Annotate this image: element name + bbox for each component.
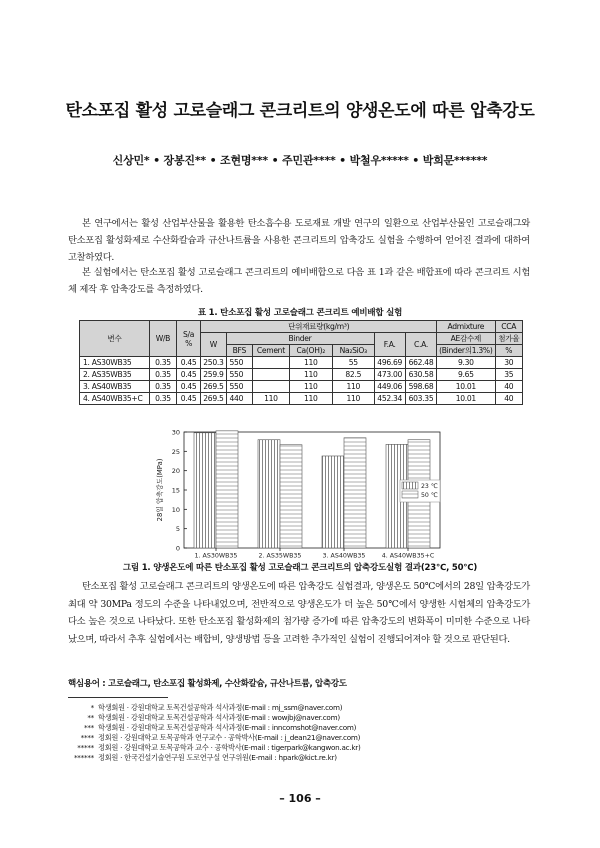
header-cca-percent: % <box>495 345 522 357</box>
author-list: 신상민* • 장봉진** • 조현명*** • 주민관**** • 박철우***** • 박희문****** <box>112 154 488 167</box>
y-tick-label: 0 <box>175 544 180 553</box>
keywords: 핵심용어 : 고로슬래그, 탄소포집 활성화제, 수산화칼슘, 규산나트륨, 압축강도 <box>68 679 347 689</box>
bar-50c <box>216 431 238 548</box>
header-ca: C.A. <box>405 333 436 357</box>
method-paragraph: 본 실험에서는 탄소포집 활성 고로슬래그 콘크리트의 예비배합으로 다음 표 1과 같은 배합표에 따라 콘크리트 시험체 제작 후 압축강도를 측정하였다. <box>68 267 530 295</box>
legend-swatch <box>402 491 418 498</box>
table-row: 3. AS40WB35 0.35 0.45 269.5 550 110 110 449.06 598.68 10.01 40 <box>80 381 523 393</box>
x-tick-label: 3. AS40WB35 <box>322 552 366 560</box>
bar-50c <box>344 438 366 548</box>
intro-paragraph: 본 연구에서는 활성 산업부산물을 활용한 탄소흡수용 도로재료 개발 연구의 일환으로 산업부산물인 고로슬래그와 탄소포집 활성화제로 수산화칼슘과 규산나트륨을 사용한 콘크리트의 압축강도 실험을 수행하여 얻어진 결과에 대하여 고찰하였다. <box>68 218 530 263</box>
header-na2sio3: Na₂SiO₃ <box>332 345 374 357</box>
bar-50c <box>280 445 302 548</box>
header-admixture: Admixture <box>437 321 495 333</box>
header-bfs: BFS <box>226 345 253 357</box>
y-tick-label: 5 <box>175 525 180 534</box>
y-tick-label: 30 <box>171 428 180 437</box>
bar-23c <box>322 456 344 548</box>
footnote-item: *** 학생회원 · 강원대학교 토목건설공학과 석사과정(E-mail : inncomshot@naver.com) <box>83 723 357 732</box>
footnote-item: ***** 정회원 · 강원대학교 토목공학과 교수 · 공학박사(E-mail : tigerpark@kangwon.ac.kr) <box>77 743 361 752</box>
footnote-item: ****** 정회원 · 한국건설기술연구원 도로연구실 연구위원(E-mail : hpark@kict.re.kr) <box>73 753 337 762</box>
results-paragraph: 탄소포집 활성 고로슬래그 콘크리트의 양생온도에 따른 압축강도 실험결과, 양생온도 50℃에서의 28일 압축강도가 최대 약 30MPa 정도의 수준을 나타내었으며, 전반적으로 양생온도가 더 높은 50℃에서 양생한 시험체의 압축강도가 다소 높은 것으로 나타났다. 또한 탄소포집 활성화제의 첨가량 증가에 따른 압축강도의 변화폭이 미미한 수준으로 나타났으며, 따라서 추후 실험에서는 배합비, 양생방법 등을 고려한 추가적인 실험이 진행되어져야 할 것으로 판단된다. <box>68 581 530 645</box>
legend-label: 50 ℃ <box>421 492 438 499</box>
table-row: 2. AS35WB35 0.35 0.45 259.9 550 110 82.5 473.00 630.58 9.65 35 <box>80 369 523 381</box>
x-tick-label: 2. AS35WB35 <box>258 552 302 560</box>
header-ae: AE감수제 <box>437 333 495 345</box>
bar-23c <box>258 440 280 548</box>
header-fa: F.A. <box>374 333 405 357</box>
bar-23c <box>194 433 216 548</box>
y-axis-label: 28일 압축강도(MPa) <box>156 458 164 522</box>
footnote-item: * 학생회원 · 강원대학교 토목건설공학과 석사과정(E-mail : mj_ssm@naver.com) <box>90 703 343 712</box>
page-number: – 106 – <box>279 792 321 805</box>
footnote-item: **** 정회원 · 강원대학교 토목공학과 연구교수 · 공학박사(E-mail : j_dean21@naver.com) <box>80 733 361 742</box>
header-wb: W/B <box>149 321 176 357</box>
header-cca: CCA <box>495 321 522 333</box>
y-tick-label: 20 <box>171 467 180 476</box>
x-tick-label: 4. AS40WB35+C <box>381 552 435 560</box>
compressive-strength-bar-chart <box>150 424 450 560</box>
y-tick-label: 15 <box>171 486 180 495</box>
header-binder: Binder <box>226 333 374 345</box>
footnote-item: ** 학생회원 · 강원대학교 토목건설공학과 석사과정(E-mail : wowjbj@naver.com) <box>87 713 340 722</box>
table-row: 4. AS40WB35+C 0.35 0.45 269.5 440 110 110 110 452.34 603.35 10.01 40 <box>80 393 523 405</box>
x-tick-label: 1. AS30WB35 <box>194 552 238 560</box>
header-ae-unit: (Binder의1.3%) <box>437 345 495 357</box>
header-unit-material: 단위재료량(kg/m³) <box>201 321 437 333</box>
footnote-divider <box>68 697 168 698</box>
header-variable: 변수 <box>80 321 150 357</box>
header-sa: S/a % <box>176 321 200 357</box>
table-row: 1. AS30WB35 0.35 0.45 250.3 550 110 55 496.69 662.48 9.30 30 <box>80 357 523 369</box>
header-w: W <box>201 333 226 357</box>
table-caption: 표 1. 탄소포집 활성 고로슬래그 콘크리트 예비배합 실험 <box>197 308 403 318</box>
legend-label: 23 ℃ <box>421 483 438 490</box>
header-cca-rate: 첨가율 <box>495 333 522 345</box>
footnotes <box>68 703 538 763</box>
header-caoh2: Ca(OH)₂ <box>289 345 332 357</box>
figure-caption: 그림 1. 양생온도에 따른 탄소포집 활성 고로슬래그 콘크리트의 압축강도실험 결과(23℃, 50℃) <box>122 563 478 573</box>
paper-title: 탄소포집 활성 고로슬래그 콘크리트의 양생온도에 따른 압축강도 <box>65 101 535 121</box>
mix-proportion-table <box>79 320 523 405</box>
header-cement: Cement <box>253 345 289 357</box>
legend-swatch <box>402 482 418 489</box>
y-tick-label: 10 <box>171 505 180 514</box>
y-tick-label: 25 <box>171 447 180 456</box>
